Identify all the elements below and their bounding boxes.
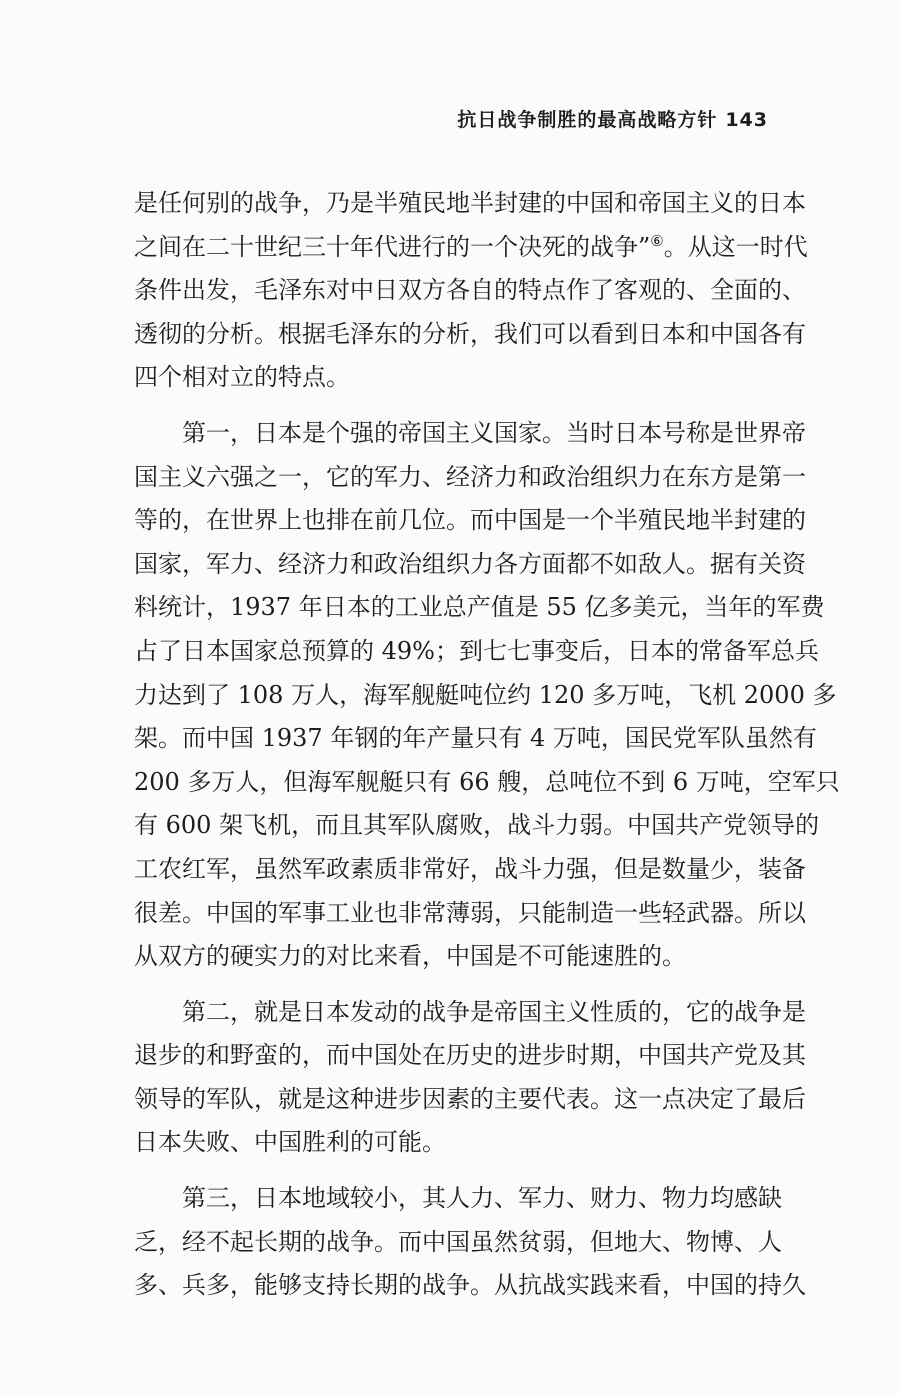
body-text — [134, 182, 840, 1308]
chapter-title: 抗日战争制胜的最高战略方针 — [457, 109, 718, 131]
paragraph — [134, 991, 806, 1165]
text-line: 乏，经不起长期的战争。而中国虽然贫弱，但地大、物博、人 — [134, 1227, 782, 1256]
text-line: 国主义六强之一，它的军力、经济力和政治组织力在东方是第一 — [134, 462, 806, 491]
text-line: 有 600 架飞机，而且其军队腐败，战斗力弱。中国共产党领导的 — [134, 811, 820, 840]
paragraph — [134, 1177, 806, 1308]
text-line: 是任何别的战争，乃是半殖民地半封建的中国和帝国主义的日本 — [134, 189, 806, 217]
text-line: 多、兵多，能够支持长期的战争。从抗战实践来看，中国的持久 — [134, 1271, 806, 1300]
text-line: 从双方的硬实力的对比来看，中国是不可能速胜的。 — [134, 942, 686, 971]
text-line: 等的，在世界上也排在前几位。而中国是一个半殖民地半封建的 — [134, 506, 806, 535]
text-line: 料统计，1937 年日本的工业总产值是 55 亿多美元，当年的军费 — [134, 593, 825, 622]
page-number: 143 — [725, 109, 768, 131]
text-line: 之间在二十世纪三十年代进行的一个决死的战争”⑥。从这一时代 — [134, 231, 808, 261]
text-line: 透彻的分析。根据毛泽东的分析，我们可以看到日本和中国各有 — [134, 319, 806, 348]
text-line: 很差。中国的军事工业也非常薄弱，只能制造一些轻武器。所以 — [134, 898, 806, 927]
text-line: 第二，就是日本发动的战争是帝国主义性质的，它的战争是 — [182, 997, 806, 1026]
text-line: 日本失败、中国胜利的可能。 — [134, 1128, 446, 1157]
running-header — [457, 105, 768, 132]
text-line: 架。而中国 1937 年钢的年产量只有 4 万吨，国民党军队虽然有 — [134, 724, 817, 753]
text-line: 国家，军力、经济力和政治组织力各方面都不如敌人。据有关资 — [134, 549, 806, 578]
text-line: 退步的和野蛮的，而中国处在历史的进步时期，中国共产党及其 — [134, 1041, 806, 1070]
paragraph — [134, 182, 808, 400]
text-line: 四个相对立的特点。 — [134, 363, 350, 392]
text-line: 领导的军队，就是这种进步因素的主要代表。这一点决定了最后 — [134, 1084, 806, 1113]
paragraph — [134, 412, 840, 979]
footnote-marker: ⑥ — [650, 231, 664, 250]
text-line: 200 多万人，但海军舰艇只有 66 艘，总吨位不到 6 万吨，空军只 — [134, 767, 840, 796]
text-line: 工农红军，虽然军政素质非常好，战斗力强，但是数量少，装备 — [134, 854, 806, 883]
text-line: 第一，日本是个强的帝国主义国家。当时日本号称是世界帝 — [182, 418, 806, 447]
text-line: 占了日本国家总预算的 49%；到七七事变后，日本的常备军总兵 — [134, 636, 819, 665]
text-line: 第三，日本地域较小，其人力、军力、财力、物力均感缺 — [182, 1184, 782, 1213]
text-line: 条件出发，毛泽东对中日双方各自的特点作了客观的、全面的、 — [134, 276, 806, 305]
text-line: 力达到了 108 万人，海军舰艇吨位约 120 多万吨，飞机 2000 多 — [134, 680, 837, 709]
